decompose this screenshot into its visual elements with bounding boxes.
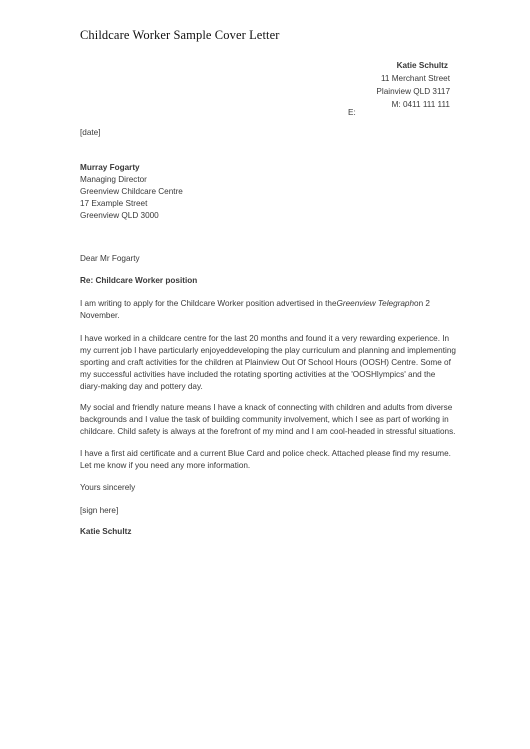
publication-name: Greenview Telegraph [336, 299, 415, 308]
sender-street: 11 Merchant Street [380, 74, 450, 83]
sender-email: E: [348, 108, 356, 117]
salutation: Dear Mr Fogarty [80, 254, 140, 263]
recipient-title: Managing Director [80, 175, 147, 184]
paragraph-2 [80, 333, 456, 393]
sender-name: Katie Schultz [396, 61, 448, 70]
paragraph-3 [80, 402, 456, 438]
paragraph-1 [80, 298, 450, 322]
signature-placeholder: [sign here] [80, 506, 119, 515]
recipient-street: 17 Example Street [80, 199, 148, 208]
closing: Yours sincerely [80, 483, 136, 492]
recipient-address [80, 162, 455, 222]
signoff-name: Katie Schultz [80, 527, 132, 536]
recipient-company: Greenview Childcare Centre [80, 187, 183, 196]
recipient-name: Murray Fogarty [80, 163, 140, 172]
paragraph-1-after: on 2 November. [80, 299, 430, 320]
subject-line: Re: Childcare Worker position [80, 276, 198, 285]
paragraph-2-text: I have worked in a childcare centre for the last 20 months and found it a very rewarding experience. In my current job I have particularly enjoyeddeveloping the play curriculum and planning and implementing sporting and craft activities for the children at Plainview Out Of School Hours (OOSH) Centre. Some of my successful activities have included the rotating sporting activities at the 'OOSHlympics' and the diary-making day and pottery day. [80, 334, 456, 391]
paragraph-3-text: My social and friendly nature means I have a knack of connecting with children and adults from diverse backgrounds and I value the task of building community involvement, which I see as part of working in childcare. Child safety is always at the forefront of my mind and I am cool-headed in stressful situations. [80, 403, 456, 436]
paragraph-1-before: I am writing to apply for the Childcare Worker position advertised in the [80, 299, 337, 308]
letter-date: [date] [80, 128, 101, 137]
page-title: Childcare Worker Sample Cover Letter [80, 28, 280, 42]
sender-suburb: Plainview QLD 3117 [376, 87, 450, 96]
paragraph-4 [80, 448, 456, 472]
sender-address [250, 60, 450, 117]
sender-mobile: M: 0411 111 111 [391, 100, 450, 109]
paragraph-4-text: I have a first aid certificate and a current Blue Card and police check. Attached please find my resume. Let me know if you need any more information. [80, 449, 451, 470]
recipient-suburb: Greenview QLD 3000 [80, 211, 159, 220]
